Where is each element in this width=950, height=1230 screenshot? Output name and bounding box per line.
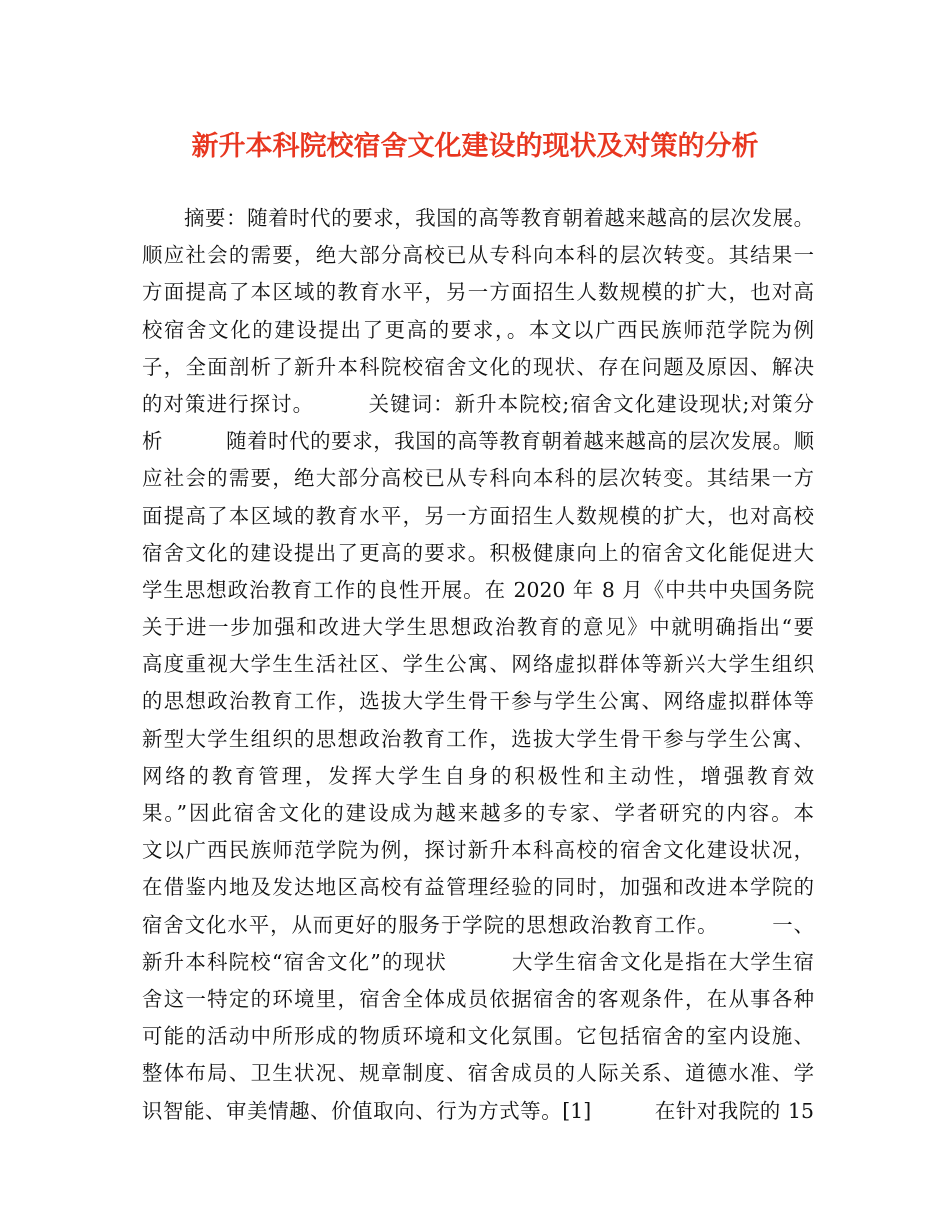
body-line: 析 随着时代的要求，我国的高等教育朝着越来越高的层次发展。顺 bbox=[142, 429, 814, 454]
body-line: 新型大学生组织的思想政治教育工作，选拔大学生骨干参与学生公寓、 bbox=[142, 726, 814, 751]
body-line: 整体布局、卫生状况、规章制度、宿舍成员的人际关系、道德水准、学 bbox=[142, 1061, 814, 1086]
body-line: 顺应社会的需要，绝大部分高校已从专科向本科的层次转变。其结果一 bbox=[142, 243, 814, 268]
body-line: 可能的活动中所形成的物质环境和文化氛围。它包括宿舍的室内设施、 bbox=[142, 1024, 814, 1049]
body-line: 方面提高了本区域的教育水平，另一方面招生人数规模的扩大，也对高 bbox=[142, 280, 814, 305]
body-line: 学生思想政治教育工作的良性开展。在 2020 年 8 月《中共中央国务院 bbox=[142, 577, 814, 602]
body-line: 果。”因此宿舍文化的建设成为越来越多的专家、学者研究的内容。本 bbox=[142, 801, 814, 825]
body-line: 面提高了本区域的教育水平，另一方面招生人数规模的扩大，也对高校 bbox=[142, 503, 814, 528]
body-line: 新升本科院校“宿舍文化”的现状 大学生宿舍文化是指在大学生宿 bbox=[142, 949, 814, 974]
body-line: 关于进一步加强和改进大学生思想政治教育的意见》中就明确指出“要 bbox=[142, 615, 814, 640]
body-line: 的对策进行探讨。 关键词：新升本院校;宿舍文化建设现状;对策分 bbox=[142, 391, 814, 416]
body-line: 高度重视大学生生活社区、学生公寓、网络虚拟群体等新兴大学生组织 bbox=[142, 652, 814, 677]
body-line: 宿舍文化水平，从而更好的服务于学院的思想政治教育工作。 一、 bbox=[142, 912, 814, 937]
body-line: 文以广西民族师范学院为例，探讨新升本科高校的宿舍文化建设状况， bbox=[142, 838, 814, 863]
body-line: 子，全面剖析了新升本科院校宿舍文化的现状、存在问题及原因、解决 bbox=[142, 354, 814, 379]
document-title: 新升本科院校宿舍文化建设的现状及对策的分析 bbox=[191, 131, 759, 162]
document-body bbox=[142, 200, 814, 1130]
body-line: 应社会的需要，绝大部分高校已从专科向本科的层次转变。其结果一方 bbox=[142, 466, 814, 491]
body-line: 在借鉴内地及发达地区高校有益管理经验的同时，加强和改进本学院的 bbox=[142, 875, 814, 900]
body-line: 识智能、审美情趣、价值取向、行为方式等。[1] 在针对我院的 15 bbox=[142, 1098, 814, 1123]
body-line: 的思想政治教育工作，选拔大学生骨干参与学生公寓、网络虚拟群体等 bbox=[142, 689, 814, 714]
body-line: 舍这一特定的环境里，宿舍全体成员依据宿舍的客观条件，在从事各种 bbox=[142, 986, 814, 1011]
body-line: 网络的教育管理，发挥大学生自身的积极性和主动性，增强教育效 bbox=[142, 763, 814, 788]
body-line: 校宿舍文化的建设提出了更高的要求，。本文以广西民族师范学院为例 bbox=[142, 317, 814, 342]
body-line: 宿舍文化的建设提出了更高的要求。积极健康向上的宿舍文化能促进大 bbox=[142, 540, 814, 565]
body-line: 摘要：随着时代的要求，我国的高等教育朝着越来越高的层次发展。 bbox=[142, 206, 814, 230]
